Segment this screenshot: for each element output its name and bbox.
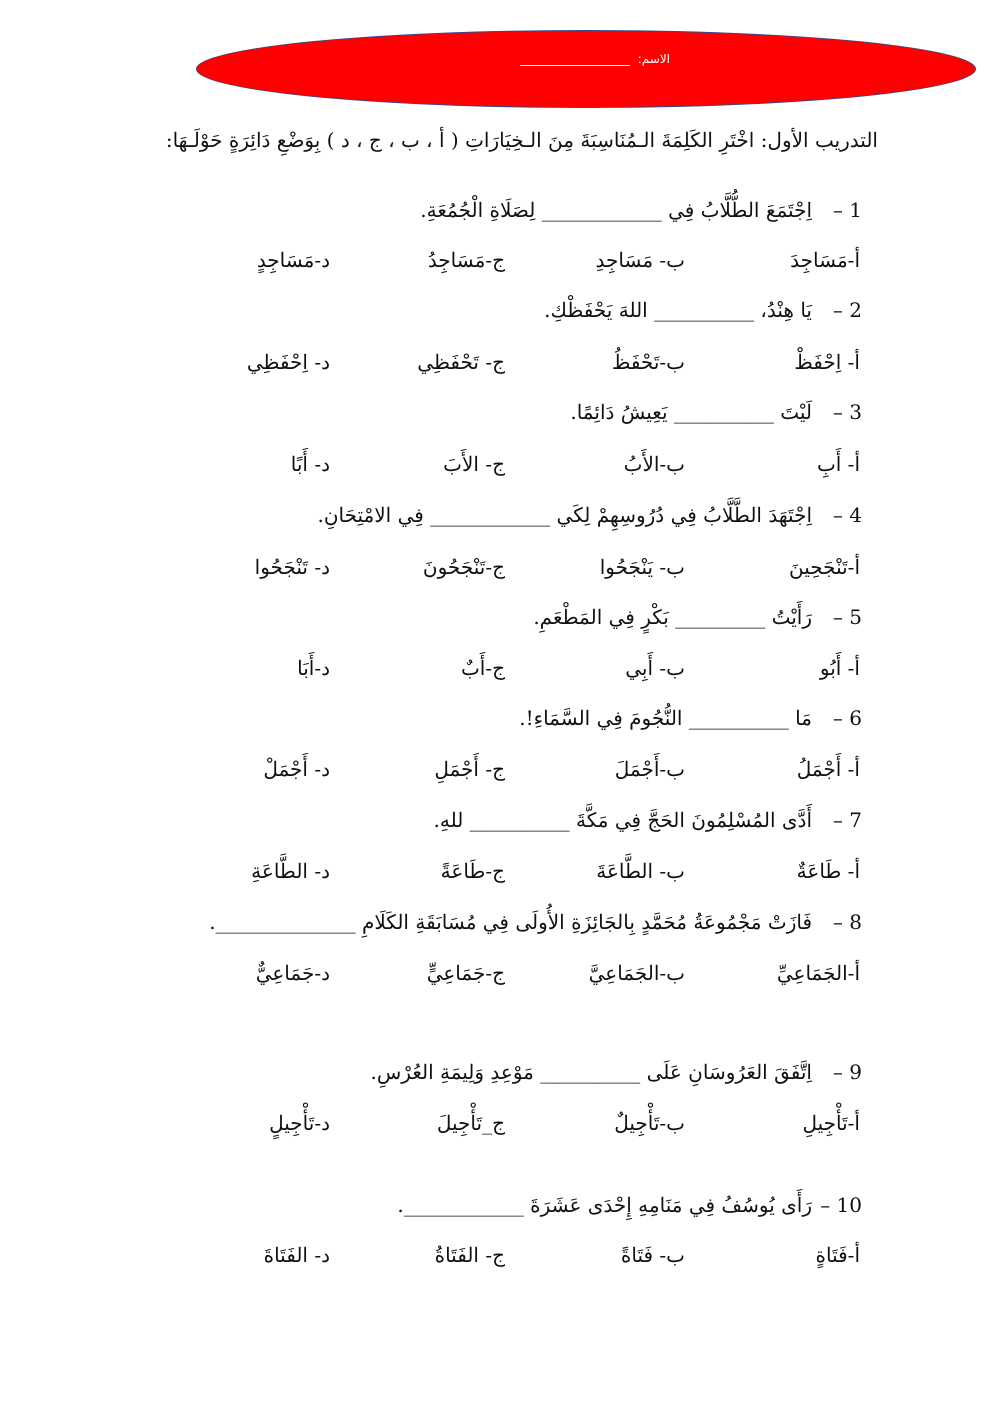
question-1-option-3[interactable]: ج-مَسَاجِدُ bbox=[427, 248, 505, 272]
question-9-option-4[interactable]: د-تَأْجِيلٍ bbox=[269, 1111, 330, 1135]
question-7-option-4[interactable]: د- الطَّاعَةِ bbox=[251, 859, 330, 883]
question-10-option-4[interactable]: د- الفَتَاةَ bbox=[263, 1243, 330, 1267]
question-9 bbox=[150, 1060, 862, 1084]
question-8 bbox=[150, 910, 862, 934]
question-5-option-1[interactable]: أ- أَبُو bbox=[819, 656, 860, 680]
name-blank-line[interactable] bbox=[520, 65, 630, 66]
question-text: لَيْتَ __________ يَعِيشُ دَائِمًا. bbox=[570, 400, 812, 424]
question-2-option-2[interactable]: ب-تَحْفَظُ bbox=[611, 350, 685, 374]
question-number: 5 – bbox=[832, 605, 862, 629]
question-3-option-2[interactable]: ب-الأَبُ bbox=[623, 452, 685, 476]
question-4-option-4[interactable]: د- تَنْجَحُوا bbox=[254, 555, 330, 579]
question-number: 10 – bbox=[820, 1193, 862, 1217]
question-text: اِتَّفَقَ العَرُوسَانِ عَلَى __________ مَوْعِدِ وَلِيمَةِ العُرْسِ. bbox=[370, 1060, 812, 1084]
question-text: مَا __________ النُّجُومَ فِي السَّمَاءِ!. bbox=[519, 706, 812, 730]
question-text: رَأَى يُوسُفُ فِي مَنَامِهِ إِحْدَى عَشَرَةَ ____________. bbox=[397, 1193, 812, 1217]
question-5-option-3[interactable]: ج-أَبٌ bbox=[460, 656, 505, 680]
exercise-instruction: التدريب الأول: اخْتَرِ الكَلِمَةَ الـمُنَاسِبَةَ مِنَ الـخِيَارَاتِ ( أ ، ب ، ج ، د ) بِوَضْعِ دَائِرَةٍ حَوْلَـهَا: bbox=[165, 128, 878, 152]
question-2-option-4[interactable]: د- اِحْفَظِي bbox=[246, 350, 330, 374]
question-2 bbox=[150, 298, 862, 322]
question-3-option-3[interactable]: ج- الأَبَ bbox=[443, 452, 505, 476]
question-8-option-2[interactable]: ب-الجَمَاعِيَّ bbox=[588, 961, 685, 985]
question-number: 1 – bbox=[832, 198, 862, 222]
question-text: يَا هِنْدُ، __________ اللهَ يَحْفَظْكِ. bbox=[544, 298, 812, 322]
question-text: أَدَّى المُسْلِمُونَ الحَجَّ فِي مَكَّةَ __________ للهِ. bbox=[433, 808, 812, 832]
question-6-option-4[interactable]: د- أَجْمَلْ bbox=[263, 757, 330, 781]
question-7 bbox=[150, 808, 862, 832]
question-7-option-2[interactable]: ب- الطَّاعَةَ bbox=[596, 859, 685, 883]
question-10-option-3[interactable]: ج- الفَتَاةُ bbox=[434, 1243, 505, 1267]
question-1-option-2[interactable]: ب- مَسَاجِدِ bbox=[595, 248, 685, 272]
question-3-option-4[interactable]: د- أَبًا bbox=[290, 452, 330, 476]
question-number: 4 – bbox=[832, 503, 862, 527]
student-name-field[interactable] bbox=[500, 52, 670, 66]
question-4-option-1[interactable]: أ-تَنْجَحِينَ bbox=[789, 555, 860, 579]
question-8-option-1[interactable]: أ-الجَمَاعِيِّ bbox=[776, 961, 860, 985]
question-4 bbox=[150, 503, 862, 527]
name-label: الاسم: bbox=[637, 52, 670, 66]
question-text: اِجْتَهَدَ الطَّلَّابُ فِي دُرُوسِهِمْ لِكَي ____________ فِي الامْتِحَانِ. bbox=[317, 503, 812, 527]
question-text: اِجْتَمَعَ الطُّلَّابُ فِي ____________ لِصَلَاةِ الْجُمُعَةِ. bbox=[420, 198, 812, 222]
question-3-option-1[interactable]: أ- أَبِ bbox=[816, 452, 860, 476]
question-number: 8 – bbox=[832, 910, 862, 934]
question-8-option-4[interactable]: د-جَمَاعِيٌّ bbox=[255, 961, 330, 985]
question-9-option-1[interactable]: أ-تَأْجِيلِ bbox=[802, 1111, 860, 1135]
question-number: 6 – bbox=[832, 706, 862, 730]
question-4-option-2[interactable]: ب- يَنْجَحُوا bbox=[599, 555, 685, 579]
question-9-option-2[interactable]: ب-تَأْجِيلٌ bbox=[614, 1111, 685, 1135]
question-7-option-1[interactable]: أ- طَاعَةٌ bbox=[796, 859, 860, 883]
question-1-option-1[interactable]: أ-مَسَاجِدَ bbox=[790, 248, 860, 272]
question-10 bbox=[150, 1193, 862, 1217]
question-6-option-3[interactable]: ج- أَجْمَلِ bbox=[434, 757, 505, 781]
question-number: 3 – bbox=[832, 400, 862, 424]
question-10-option-2[interactable]: ب- فَتَاةً bbox=[620, 1243, 685, 1267]
question-number: 7 – bbox=[832, 808, 862, 832]
question-number: 2 – bbox=[832, 298, 862, 322]
question-1 bbox=[150, 198, 862, 222]
question-text: فَازَتْ مَجْمُوعَةُ مُحَمَّدٍ بِالجَائِزَةِ الأُولَى فِي مُسَابَقَةِ الكَلَامِ ______________. bbox=[209, 910, 812, 934]
question-8-option-3[interactable]: ج-جَمَاعِيٍّ bbox=[426, 961, 505, 985]
question-5-option-2[interactable]: ب- أَبِي bbox=[625, 656, 685, 680]
question-number: 9 – bbox=[832, 1060, 862, 1084]
question-2-option-1[interactable]: أ- اِحْفَظْ bbox=[794, 350, 860, 374]
question-3 bbox=[150, 400, 862, 424]
question-9-option-3[interactable]: ج_تَأْجِيلَ bbox=[436, 1111, 505, 1135]
question-10-option-1[interactable]: أ-فَتَاةٍ bbox=[815, 1243, 860, 1267]
question-6-option-2[interactable]: ب-أَجْمَلَ bbox=[614, 757, 685, 781]
question-7-option-3[interactable]: ج-طَاعَةً bbox=[440, 859, 505, 883]
question-5-option-4[interactable]: د-أَبَا bbox=[297, 656, 330, 680]
question-6 bbox=[150, 706, 862, 730]
name-header-oval bbox=[196, 30, 976, 108]
question-6-option-1[interactable]: أ- أَجْمَلُ bbox=[796, 757, 860, 781]
question-5 bbox=[150, 605, 862, 629]
question-4-option-3[interactable]: ج-تَنْجَحُونَ bbox=[422, 555, 505, 579]
question-text: رَأَيْتُ _________ بَكْرٍ فِي المَطْعَمِ. bbox=[533, 605, 812, 629]
question-2-option-3[interactable]: ج- تَحْفَظِي bbox=[417, 350, 505, 374]
question-1-option-4[interactable]: د-مَسَاجِدٍ bbox=[256, 248, 330, 272]
